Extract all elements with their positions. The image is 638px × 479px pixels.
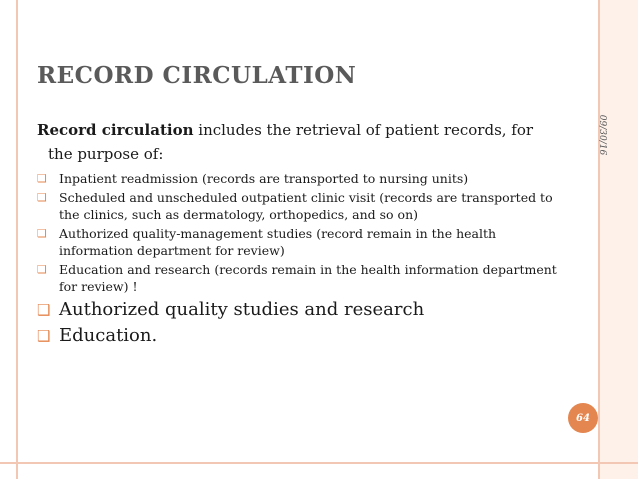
list-item	[37, 225, 557, 259]
bottom-border	[0, 462, 638, 479]
intro-paragraph	[37, 118, 557, 166]
bullet-icon: ❑	[37, 191, 47, 204]
bullet-icon: ❑	[37, 227, 47, 240]
list-item-text: Education.	[59, 325, 158, 346]
bullet-icon: ❑	[37, 172, 47, 185]
slide-date: 09/30/16	[597, 114, 607, 156]
right-margin-panel	[598, 0, 638, 479]
summary-list	[37, 297, 557, 349]
intro-text: includes the retrieval of patient records, for the purpose of:	[48, 121, 534, 163]
bullet-icon: ❑	[37, 327, 51, 345]
slide-title: RECORD CIRCULATION	[37, 62, 357, 89]
purpose-list	[37, 170, 557, 295]
list-item-text: Authorized quality-management studies (record remain in the health information department for review)	[59, 226, 497, 258]
list-item	[37, 189, 557, 223]
list-item	[37, 297, 557, 323]
list-item-text: Inpatient readmission (records are transported to nursing units)	[59, 171, 469, 186]
list-item	[37, 261, 557, 295]
bullet-icon: ❑	[37, 263, 47, 276]
list-item-text: Scheduled and unscheduled outpatient clinic visit (records are transported to the clinics, such as dermatology, orthopedics, and so on)	[59, 190, 553, 222]
slide-number-badge: 64	[568, 403, 598, 433]
list-item	[37, 323, 557, 349]
intro-bold-term: Record circulation	[37, 121, 194, 139]
left-border	[0, 0, 18, 479]
list-item-text: Authorized quality studies and research	[59, 299, 425, 320]
list-item-text: Education and research (records remain in the health information department for review) !	[59, 262, 557, 294]
slide-body	[37, 118, 557, 349]
bullet-icon: ❑	[37, 301, 51, 319]
list-item	[37, 170, 557, 187]
